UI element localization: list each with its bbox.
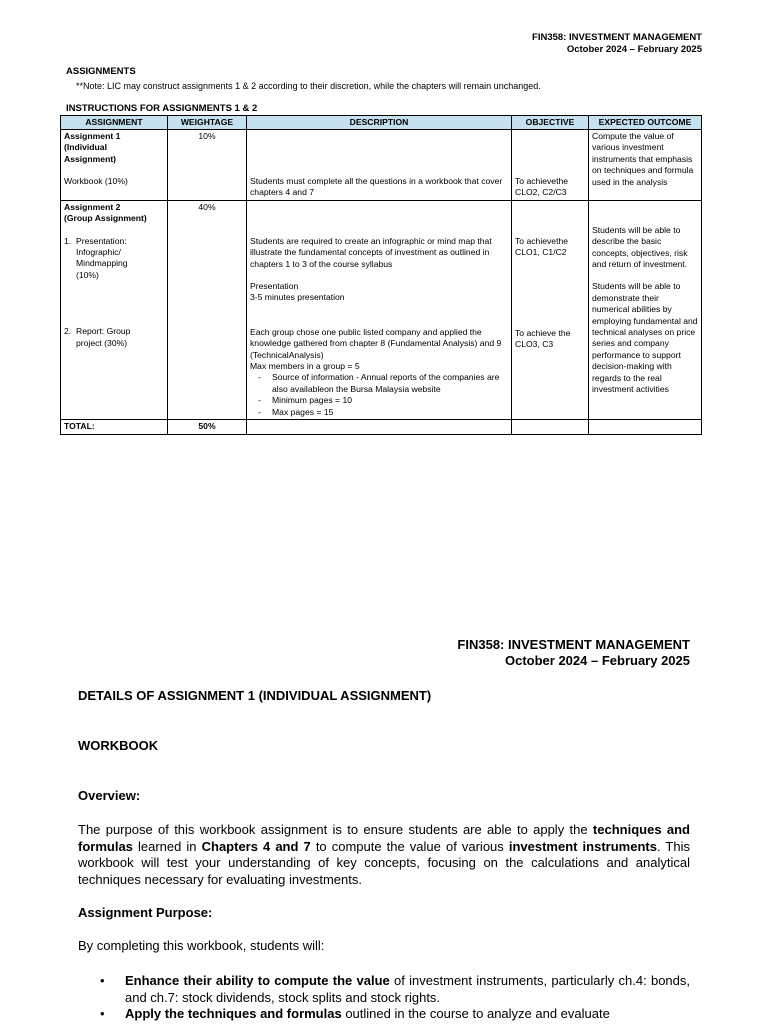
assignment-1-weightage: 10% — [168, 130, 247, 201]
page1-term: October 2024 – February 2025 — [566, 44, 702, 55]
purpose-heading: Assignment Purpose: — [78, 905, 213, 920]
overview-heading: Overview: — [78, 788, 141, 803]
item-2-line2: project (30%) — [76, 337, 128, 348]
assignment-2-objective-cell — [512, 200, 589, 419]
total-label: TOTAL: — [61, 420, 168, 434]
lic-note: **Note: LIC may construct assignments 1 & 2 according to their discretion, while the chapters will remain unchanged. — [76, 81, 541, 91]
assignment-1-description-cell — [247, 130, 512, 201]
assignment-2-item-2 — [64, 326, 164, 349]
table-header-row — [61, 116, 702, 130]
total-empty-cell — [589, 420, 702, 434]
item-1-presentation-line1: Presentation — [250, 281, 299, 292]
header-weightage: WEIGHTAGE — [168, 116, 247, 130]
table-row-total — [61, 420, 702, 434]
list-item: - Max pages = 15 — [258, 407, 508, 418]
page1-course-title: FIN358: INVESTMENT MANAGEMENT — [532, 32, 702, 43]
overview-paragraph — [78, 822, 690, 888]
item-2-line1: Report: Group — [76, 326, 131, 337]
overview-bold-2: Chapters 4 and 7 — [201, 838, 311, 854]
assignment-2-description-cell — [247, 200, 512, 419]
item-1-description: Students are required to create an infographic or mind map that illustrate the fundamental concepts of investment as outlined in chapters 1 to 3 of the course syllabus — [250, 235, 492, 269]
page2-header — [457, 637, 690, 669]
assignment-1-outcome: Compute the value of various investment instruments that emphasis on techniques and formula used in the analysis — [589, 130, 702, 201]
bullet-1-bold: Enhance their ability to compute the value — [125, 973, 390, 988]
item-1-objective: To achievethe CLO1, C1/C2 — [515, 235, 569, 258]
list-item — [78, 973, 690, 1006]
workbook-heading: WORKBOOK — [78, 738, 159, 753]
assignment-1-cell — [61, 130, 168, 201]
header-expected-outcome: EXPECTED OUTCOME — [589, 116, 702, 130]
total-value: 50% — [168, 420, 247, 434]
item-2-objective: To achieve the CLO3, C3 — [515, 327, 571, 350]
overview-text-1: The purpose of this workbook assignment is to ensure students are able to apply the — [78, 822, 593, 837]
completing-text: By completing this workbook, students will: — [78, 938, 325, 953]
assignment-1-workbook-label: Workbook (10%) — [64, 176, 128, 187]
assignment-2-title-line2: (Group Assignment) — [64, 213, 147, 224]
header-description: DESCRIPTION — [247, 116, 512, 130]
page2-course-title: FIN358: INVESTMENT MANAGEMENT — [457, 637, 690, 652]
list-item — [78, 1006, 690, 1023]
purpose-bullet-list — [78, 973, 690, 1023]
item-1-outcome: Students will be able to describe the basic concepts, objectives, risk and return of investment. — [592, 224, 688, 270]
header-objective: OBJECTIVE — [512, 116, 589, 130]
item-1-presentation-line2: 3-5 minutes presentation — [250, 292, 345, 303]
assignment-2-item-1 — [64, 236, 164, 282]
item-2-outcome: Students will be able to demonstrate their numerical abilities by employing fundamental and technical analyses on price series and company performance to support decision-making with regards to the real investment activities — [592, 281, 698, 395]
list-item: - Source of information - Annual reports of the companies are also availableon the Bursa Malaysia website — [258, 372, 508, 395]
bullet-1-text: of investment instruments, particularly ch.4: bonds, and ch.7: stock dividends, stock splits and stock rights. — [125, 973, 690, 1005]
assignment-2-cell — [61, 200, 168, 419]
item-2-requirements-list — [250, 372, 508, 418]
assignment-1-title-line1: Assignment 1 — [64, 131, 121, 141]
assignment-2-weightage: 40% — [168, 200, 247, 419]
item-1-line4: (10%) — [76, 269, 99, 280]
bullet-2-bold: Apply the techniques and formulas — [125, 1006, 342, 1021]
list-item: - Minimum pages = 10 — [258, 395, 508, 406]
assignment-1-title-line2: (Individual — [64, 142, 107, 153]
item-1-line2: Infographic/ — [76, 247, 121, 258]
assignment-1-objective-cell — [512, 130, 589, 201]
total-empty-cell — [512, 420, 589, 434]
table-row-assignment-2 — [61, 200, 702, 419]
item-2-description: Each group chose one public listed company and applied the knowledge gathered from chapter 8 (Fundamental Analysis) and 9 (TechnicalAnalysis) — [250, 326, 502, 360]
assignment-2-title-line1: Assignment 2 — [64, 201, 121, 212]
instructions-heading: INSTRUCTIONS FOR ASSIGNMENTS 1 & 2 — [66, 103, 258, 114]
assignment-2-outcome-cell — [589, 200, 702, 419]
overview-text-2: learned in — [132, 838, 202, 854]
overview-text-3: to compute the value of various — [310, 838, 509, 854]
item-1-line3: Mindmapping — [76, 258, 128, 269]
table-row-assignment-1 — [61, 130, 702, 201]
bullet-2-text: outlined in the course to analyze and evaluate — [341, 1006, 610, 1021]
page2-term: October 2024 – February 2025 — [505, 653, 690, 668]
assignment-1-description: Students must complete all the questions in a workbook that cover chapters 4 and 7 — [250, 176, 503, 198]
assignment-1-title-line3: Assignment) — [64, 153, 117, 164]
item-2-max-members: Max members in a group = 5 — [250, 361, 360, 372]
item-1-number: 1. — [64, 235, 72, 246]
assignments-table — [60, 115, 702, 435]
overview-text-4: . This workbook will test your understanding of key concepts, focusing on the calculations and analytical techniques necessary for evaluating investments. — [78, 838, 690, 887]
overview-bold-3: investment instruments — [508, 838, 657, 854]
item-1-line1: Presentation: — [76, 235, 127, 246]
total-empty-cell — [247, 420, 512, 434]
header-assignment: ASSIGNMENT — [61, 116, 168, 130]
item-2-number: 2. — [64, 326, 72, 337]
overview-bold-1: techniques and formulas — [78, 822, 690, 854]
details-heading: DETAILS OF ASSIGNMENT 1 (INDIVIDUAL ASSIGNMENT) — [78, 688, 432, 703]
page1-header — [532, 32, 702, 56]
assignment-1-objective: To achievethe CLO2, C2/C3 — [515, 176, 569, 198]
assignments-heading: ASSIGNMENTS — [66, 66, 136, 77]
